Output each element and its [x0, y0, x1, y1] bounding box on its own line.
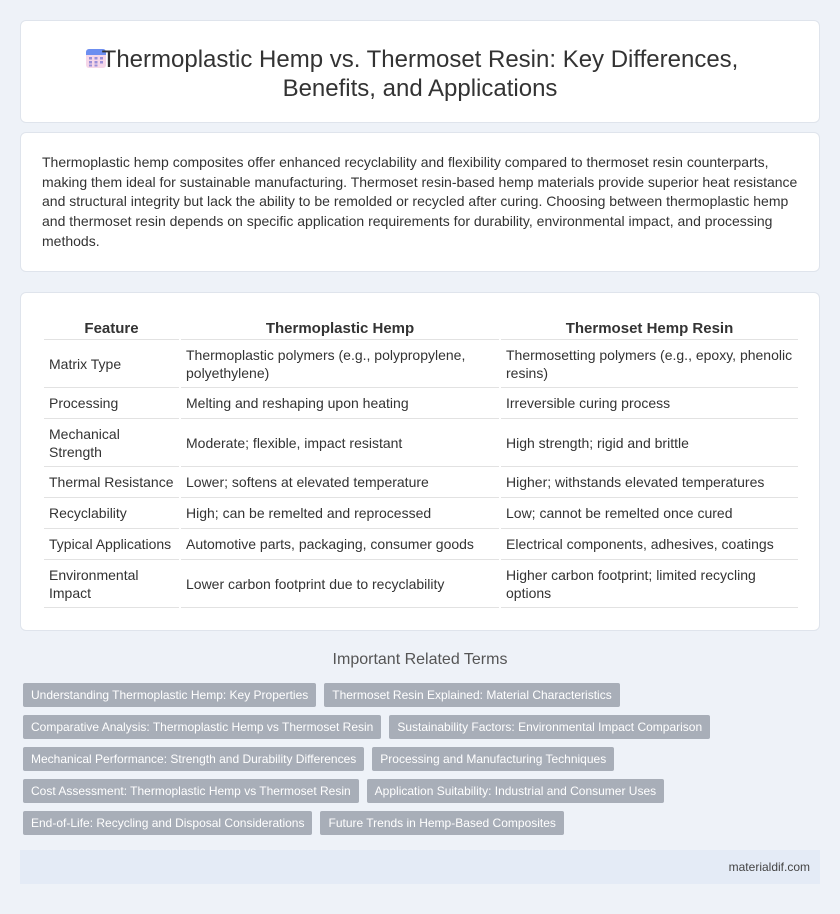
table-cell: Automotive parts, packaging, consumer goods — [181, 529, 499, 560]
related-terms-list — [23, 683, 783, 843]
table-cell: Processing — [44, 388, 179, 419]
tag-row — [23, 779, 783, 803]
table-cell: Environmental Impact — [44, 560, 179, 608]
related-term-tag[interactable]: Comparative Analysis: Thermoplastic Hemp vs Thermoset Resin — [23, 715, 381, 739]
footer-site-link[interactable]: materialdif.com — [728, 860, 810, 874]
table-cell: Typical Applications — [44, 529, 179, 560]
related-term-tag[interactable]: End-of-Life: Recycling and Disposal Considerations — [23, 811, 312, 835]
related-terms-heading: Important Related Terms — [332, 651, 508, 668]
comparison-card — [20, 292, 820, 631]
related-term-tag[interactable]: Cost Assessment: Thermoplastic Hemp vs Thermoset Resin — [23, 779, 359, 803]
table-cell: Thermal Resistance — [44, 467, 179, 498]
table-cell: Low; cannot be remelted once cured — [501, 498, 798, 529]
related-term-tag[interactable]: Thermoset Resin Explained: Material Characteristics — [324, 683, 619, 707]
tag-row — [23, 811, 783, 835]
page-title: Thermoplastic Hemp vs. Thermoset Resin: Key Differences, Benefits, and Applications — [101, 46, 739, 102]
table-cell: Electrical components, adhesives, coatings — [501, 529, 798, 560]
column-header-thermoset: Thermoset Hemp Resin — [501, 316, 798, 340]
table-row — [44, 498, 798, 529]
table-cell: Moderate; flexible, impact resistant — [181, 419, 499, 467]
table-cell: Higher carbon footprint; limited recycling options — [501, 560, 798, 608]
column-header-feature: Feature — [44, 316, 179, 340]
table-row — [44, 560, 798, 608]
table-cell: Matrix Type — [44, 340, 179, 388]
table-cell: Mechanical Strength — [44, 419, 179, 467]
intro-card — [20, 132, 820, 272]
table-cell: Lower; softens at elevated temperature — [181, 467, 499, 498]
footer-bar — [20, 850, 820, 884]
table-cell: Lower carbon footprint due to recyclability — [181, 560, 499, 608]
table-row — [44, 529, 798, 560]
table-header-row — [44, 316, 798, 340]
related-term-tag[interactable]: Application Suitability: Industrial and Consumer Uses — [367, 779, 664, 803]
related-term-tag[interactable]: Processing and Manufacturing Techniques — [372, 747, 614, 771]
tag-row — [23, 683, 783, 707]
table-cell: High strength; rigid and brittle — [501, 419, 798, 467]
table-cell: High; can be remelted and reprocessed — [181, 498, 499, 529]
header-card — [20, 20, 820, 123]
related-term-tag[interactable]: Understanding Thermoplastic Hemp: Key Properties — [23, 683, 316, 707]
table-row — [44, 467, 798, 498]
table-cell: Irreversible curing process — [501, 388, 798, 419]
table-cell: Thermoplastic polymers (e.g., polypropylene, polyethylene) — [181, 340, 499, 388]
related-term-tag[interactable]: Mechanical Performance: Strength and Durability Differences — [23, 747, 364, 771]
tag-row — [23, 715, 783, 739]
table-cell: Higher; withstands elevated temperatures — [501, 467, 798, 498]
comparison-table — [42, 316, 800, 608]
table-cell: Thermosetting polymers (e.g., epoxy, phenolic resins) — [501, 340, 798, 388]
table-cell: Melting and reshaping upon heating — [181, 388, 499, 419]
table-row — [44, 388, 798, 419]
intro-paragraph: Thermoplastic hemp composites offer enhanced recyclability and flexibility compared to thermoset resin counterparts, making them ideal for sustainable manufacturing. Thermoset resin-based hemp materials provide superior heat resistance and structural integrity but lack the ability to be remolded or recycled after curing. Choosing between thermoplastic hemp and thermoset resin depends on specific application requirements for durability, environmental impact, and processing methods. — [42, 154, 798, 249]
related-term-tag[interactable]: Sustainability Factors: Environmental Impact Comparison — [389, 715, 710, 739]
table-row — [44, 419, 798, 467]
table-row — [44, 340, 798, 388]
related-term-tag[interactable]: Future Trends in Hemp-Based Composites — [320, 811, 563, 835]
tag-row — [23, 747, 783, 771]
table-cell: Recyclability — [44, 498, 179, 529]
column-header-thermoplastic: Thermoplastic Hemp — [181, 316, 499, 340]
